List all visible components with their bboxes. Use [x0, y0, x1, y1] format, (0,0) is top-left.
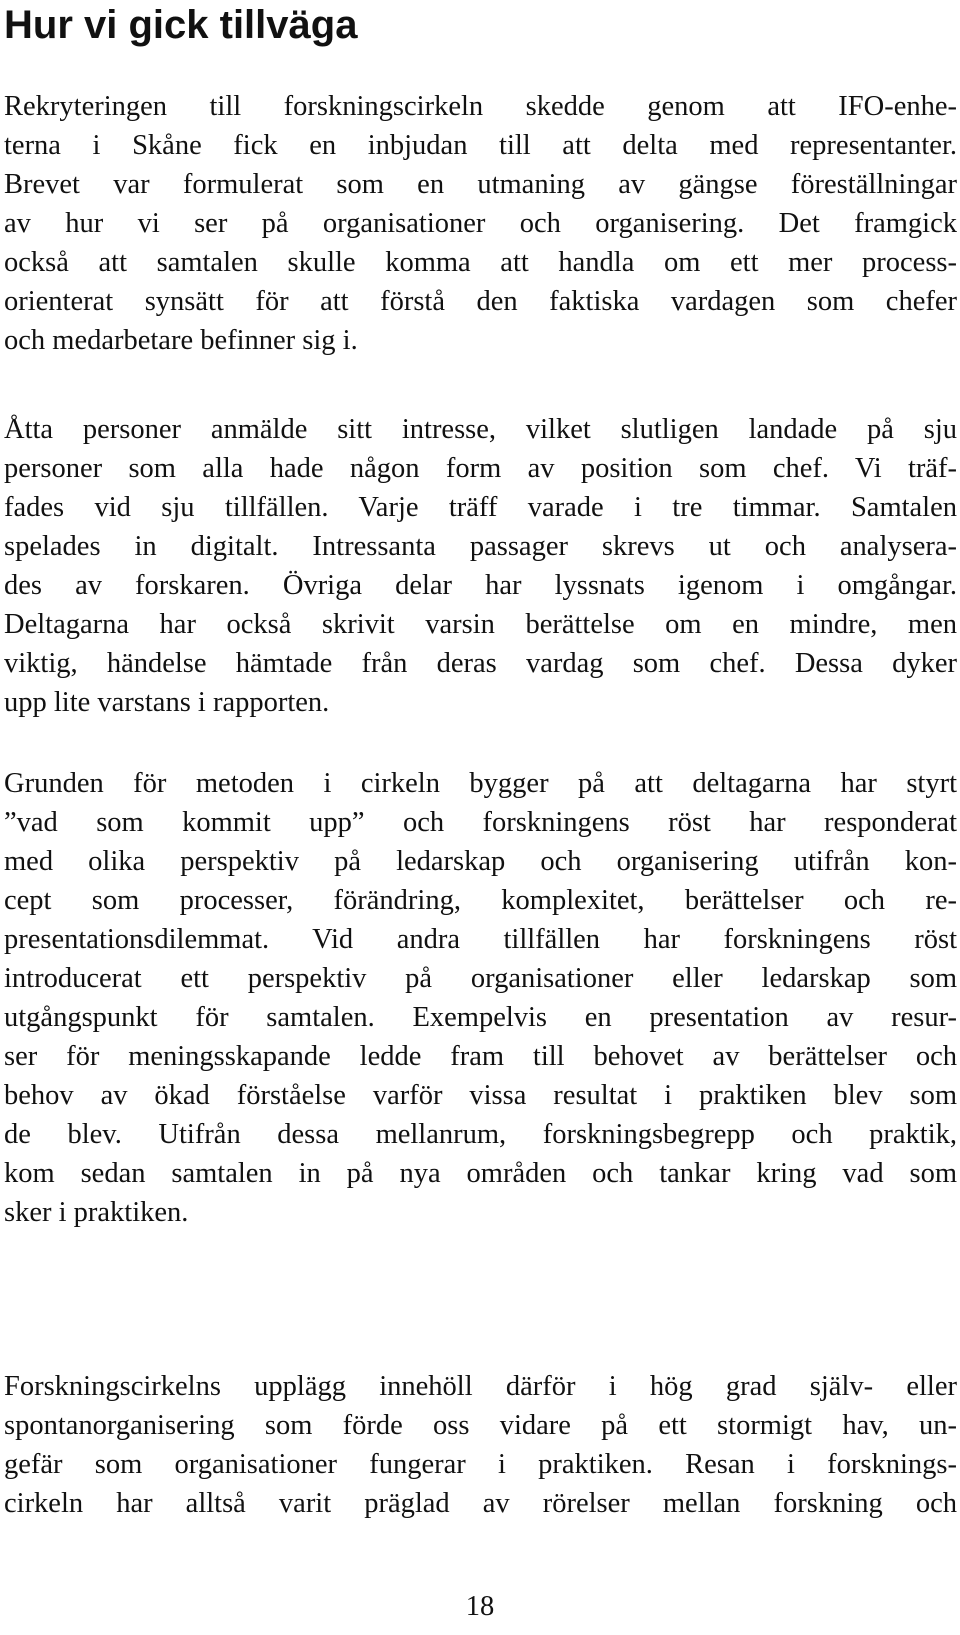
text-line: personer som alla hade någon form av position som chef. Vi träf- [4, 453, 957, 484]
text-line: Deltagarna har också skrivit varsin berättelse om en mindre, men [4, 609, 957, 640]
section-heading: Hur vi gick tillväga [4, 3, 358, 47]
page-number: 18 [465, 1591, 495, 1622]
paragraph-organisation [4, 1367, 957, 1523]
text-line: orienterat synsätt för att förstå den faktiska vardagen som chefer [4, 286, 957, 317]
text-line: med olika perspektiv på ledarskap och organisering utifrån kon- [4, 846, 957, 877]
text-line: cirkeln har alltså varit präglad av rörelser mellan forskning och [4, 1488, 957, 1519]
text-line: Åtta personer anmälde sitt intresse, vilket slutligen landade på sju [4, 414, 957, 445]
text-line: viktig, händelse hämtade från deras vardag som chef. Dessa dyker [4, 648, 957, 679]
text-line: sker i praktiken. [4, 1197, 189, 1228]
text-line: de blev. Utifrån dessa mellanrum, forskningsbegrepp och praktik, [4, 1119, 957, 1150]
text-line: Brevet var formulerat som en utmaning av gängse föreställningar [4, 169, 957, 200]
text-line: också att samtalen skulle komma att handla om ett mer process- [4, 247, 957, 278]
text-line: spontanorganisering som förde oss vidare på ett stormigt hav, un- [4, 1410, 957, 1441]
text-line: gefär som organisationer fungerar i praktiken. Resan i forsknings- [4, 1449, 957, 1480]
text-line: ”vad som kommit upp” och forskningens röst har responderat [4, 807, 957, 838]
text-line: Rekryteringen till forskningscirkeln skedde genom att IFO-enhe- [4, 91, 957, 122]
text-line: fades vid sju tillfällen. Varje träff varade i tre timmar. Samtalen [4, 492, 957, 523]
text-line: behov av ökad förståelse varför vissa resultat i praktiken blev som [4, 1080, 957, 1111]
text-line: introducerat ett perspektiv på organisationer eller ledarskap som [4, 963, 957, 994]
text-line: kom sedan samtalen in på nya områden och tankar kring vad som [4, 1158, 957, 1189]
paragraph-participants [4, 410, 957, 722]
text-line: Forskningscirkelns upplägg innehöll därför i hög grad själv- eller [4, 1371, 957, 1402]
text-line: utgångspunkt för samtalen. Exempelvis en presentation av resur- [4, 1002, 957, 1033]
text-line: av hur vi ser på organisationer och organisering. Det framgick [4, 208, 957, 239]
text-line: upp lite varstans i rapporten. [4, 687, 330, 718]
text-line: spelades in digitalt. Intressanta passager skrevs ut och analysera- [4, 531, 957, 562]
text-line: och medarbetare befinner sig i. [4, 325, 358, 356]
paragraph-method [4, 764, 957, 1232]
text-line: Grunden för metoden i cirkeln bygger på att deltagarna har styrt [4, 768, 957, 799]
text-line: terna i Skåne fick en inbjudan till att delta med representanter. [4, 130, 957, 161]
text-line: ser för meningsskapande ledde fram till behovet av berättelser och [4, 1041, 957, 1072]
paragraph-recruitment [4, 87, 957, 360]
text-line: presentationsdilemmat. Vid andra tillfällen har forskningens röst [4, 924, 957, 955]
text-line: cept som processer, förändring, komplexitet, berättelser och re- [4, 885, 957, 916]
text-line: des av forskaren. Övriga delar har lyssnats igenom i omgångar. [4, 570, 957, 601]
